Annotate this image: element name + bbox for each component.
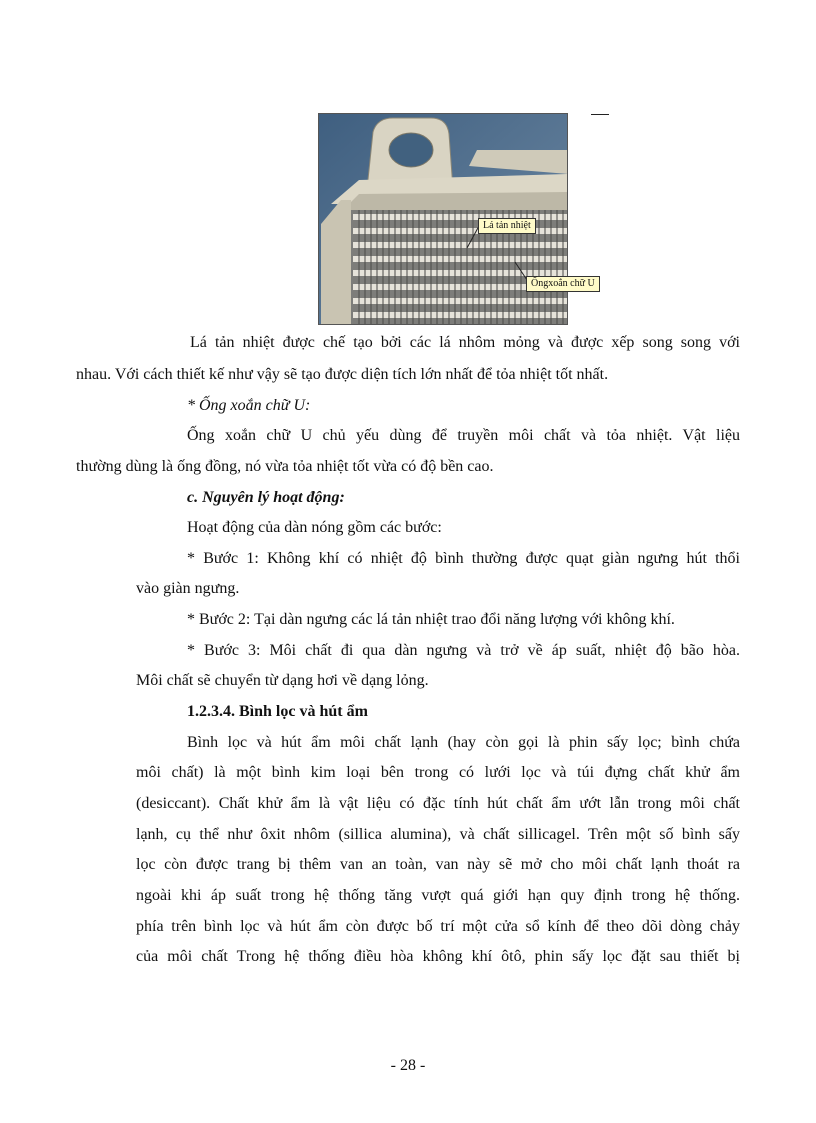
paragraph-u-tube-line-2: thường dùng là ống đồng, nó vừa tỏa nhiệt tốt vừa có độ bền cao. [76,458,494,475]
filter-paragraph-line-3: (desiccant). Chất khử ẩm là vật liệu có đặc tính hút chất ẩm ướt lẫn trong môi chất [136,795,740,812]
tube-callout-label: Ốngxoắn chữ U [526,276,600,292]
filter-paragraph-line-5: lọc còn được trang bị thêm van an toàn, van này sẽ mở cho môi chất lạnh thoát ra [136,856,740,873]
step-1-line-2: vào giàn ngưng. [136,580,240,597]
heading-operating-principle: c. Nguyên lý hoạt động: [187,489,345,506]
paragraph-u-tube-line-1: Ống xoắn chữ U chủ yếu dùng để truyền môi chất và tỏa nhiệt. Vật liệu [187,427,740,444]
step-3-line-2: Môi chất sẽ chuyển từ dạng hơi về dạng lỏng. [136,672,429,689]
step-1-line-1: * Bước 1: Không khí có nhiệt độ bình thường được quạt giàn ngưng hút thổi [187,550,740,567]
filter-paragraph-line-2: môi chất) là một bình kim loại bên trong có lưới lọc và túi đựng chất khử ẩm [136,764,740,781]
filter-paragraph-line-4: lạnh, cụ thể như ôxit nhôm (sillica alumina), và chất sillicagel. Trên một số bình sấy [136,826,740,843]
filter-paragraph-line-7: phía trên bình lọc và hút ẩm còn được bố trí một cửa sổ kính để theo dõi dòng chảy [136,918,740,935]
filter-paragraph-line-6: ngoài khi áp suất trong hệ thống tăng vượt quá giới hạn quy định trong hệ thống. [136,887,740,904]
step-2: * Bước 2: Tại dàn ngưng các lá tản nhiệt trao đổi năng lượng với không khí. [187,611,675,628]
filter-paragraph-line-1: Bình lọc và hút ẩm môi chất lạnh (hay còn gọi là phin sấy lọc; bình chứa [187,734,740,751]
filter-paragraph-line-8: của môi chất Trong hệ thống điều hòa không khí ôtô, phin sấy lọc đặt sau thiết bị [136,948,740,965]
paragraph-fins-line-2: nhau. Với cách thiết kế như vậy sẽ tạo được diện tích lớn nhất để tỏa nhiệt tốt nhất. [76,366,609,383]
section-heading-filter-drier: 1.2.3.4. Bình lọc và hút ẩm [187,703,368,720]
paragraph-fins-line-1: Lá tản nhiệt được chế tạo bởi các lá nhôm mỏng và được xếp song song với [190,334,740,351]
step-3-line-1: * Bước 3: Môi chất đi qua dàn ngưng và trở về áp suất, nhiệt độ bão hòa. [187,642,740,659]
fin-callout-label: Lá tản nhiệt [478,218,536,234]
paragraph-steps-intro: Hoạt động của dàn nóng gồm các bước: [187,519,442,536]
figure-mark-dash [591,114,609,115]
page-number: - 28 - [390,1057,426,1074]
heading-u-tube: * Ống xoắn chữ U: [187,397,311,414]
